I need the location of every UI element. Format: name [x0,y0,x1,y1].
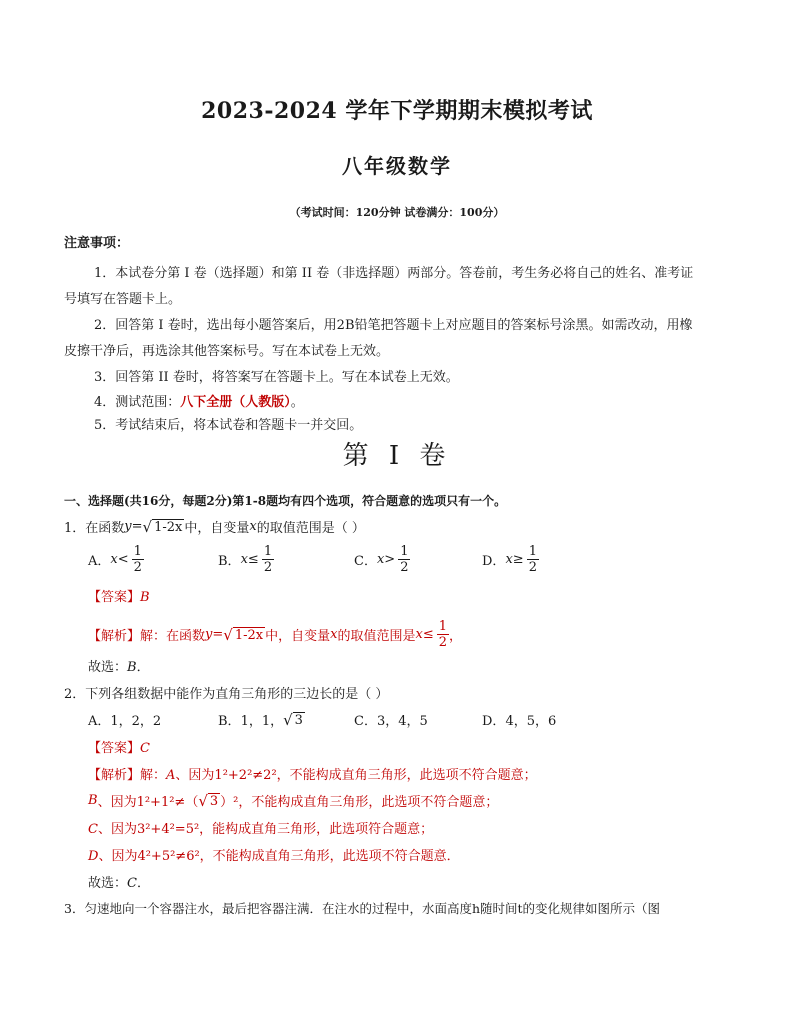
analysis-var-y: y [205,627,213,642]
analysis-prefix: 解：在函数 [140,629,206,644]
notice-item-2a: 2．回答第 I 卷时，选出每小题答案后，用2B铅笔把答题卡上对应题目的答案标号涂黑。如需改动，用橡 [94,318,693,333]
analysis-suffix: 的取值范围是 [337,629,416,644]
analysis-rel: ≤ [422,627,434,642]
q2-analysis-d [88,845,758,864]
conclusion-end: ． [136,876,150,891]
notice-item-5: 5．考试结束后，将本试卷和答题卡一并交回。 [94,418,363,433]
option-rel: < [117,552,129,567]
analysis-text: 、因为3²+4²=5²，能构成直角三角形，此选项符合题意； [97,822,434,837]
option-label: C． [354,714,377,729]
frac-num: 1 [438,619,448,634]
answer-value: B [140,590,150,605]
notice-item-4 [94,391,734,410]
q1-option-d [482,544,539,575]
frac-den: 2 [263,560,273,575]
option-ref: B [88,793,98,808]
analysis-sqrt [223,627,265,643]
q1-stem-suffix-b: 的取值范围是（ ） [256,521,365,536]
analysis-end: ， [449,629,463,644]
q3-stem: 3．匀速地向一个容器注水，最后把容器注满．在注水的过程中，水面高度h随时间t的变化规律如图所示（图 [64,901,661,916]
q2-option-c [354,710,428,729]
radicand: 3 [209,793,219,809]
answer-tag: 【答案】 [88,590,141,605]
analysis-fraction [437,619,449,650]
option-var: x [505,552,513,567]
notice-item-2b: 皮擦干净后，再选涂其他答案标号。写在本试卷上无效。 [64,344,390,359]
option-ref: C [88,822,98,837]
q1-option-a [88,544,144,575]
q1-stem-prefix: 1．在函数 [64,521,125,536]
frac-den: 2 [400,560,409,575]
option-label: D． [482,554,506,569]
q2-option-b-sqrt [283,712,305,728]
q1-analysis [88,619,758,650]
option-fraction [132,544,144,575]
conclusion-prefix: 故选： [88,660,128,675]
frac-num: 1 [133,544,142,559]
q1-radicand: 1-2x [154,519,183,535]
q2-conclusion [88,872,758,891]
option-label: C． [354,554,377,569]
conclusion-prefix: 故选： [88,876,128,891]
option-ref: D [88,849,99,864]
analysis-tag: 【解析】 [88,629,141,644]
conclusion-value: B [127,660,137,675]
sqrt-symbol-icon: √ [223,625,233,644]
notice-item-4-prefix: 4．测试范围： [94,395,181,410]
option-text: 1，2，2 [110,714,162,729]
q1-stem-suffix-a: 中，自变量 [184,521,250,536]
test-scope: 八下全册（人教版） [180,395,291,410]
option-rel: > [384,552,396,567]
section-title: 第 I 卷 [342,441,452,471]
q2-answer [88,737,758,756]
option-text: 4，5，6 [505,714,557,729]
analysis-text: 、因为4²+5²≠6²，不能构成直角三角形，此选项不符合题意． [98,849,460,864]
analysis-var-x: x [330,627,338,642]
q2-option-d [482,710,556,729]
option-text: 3，4，5 [376,714,428,729]
q2-option-b [218,710,305,729]
sqrt-symbol-icon: √ [283,710,293,729]
option-var: x [376,552,385,567]
page-subtitle: 八年级数学 [342,154,452,178]
analysis-text-pre: 、因为1²+1²≠（ [97,795,199,810]
q1-var-x: x [249,519,257,534]
option-rel: ≥ [512,552,524,567]
radicand: 3 [294,712,303,728]
analysis-radicand: 1-2x [234,627,264,643]
option-label: B． [218,554,241,569]
option-var: x [240,552,248,567]
option-ref: A [166,768,176,783]
q2-analysis-b [88,791,758,810]
q1-option-c [354,544,410,575]
analysis-text: 、因为1²+2²≠2²，不能构成直角三角形，此选项不符合题意； [175,768,537,783]
option-fraction [398,544,410,575]
conclusion-end: ． [136,660,150,675]
option-label: D． [482,714,506,729]
notice-item-4-suffix: 。 [290,395,304,410]
answer-tag: 【答案】 [88,741,141,756]
notice-heading: 注意事项： [64,236,130,251]
option-fraction [262,544,274,575]
part1-heading: 一、选择题(共16分，每题2分)第1-8题均有四个选项，符合题意的选项只有一个。 [64,494,507,508]
option-var: x [110,552,118,567]
answer-value: C [140,741,150,756]
frac-num: 1 [528,544,537,559]
sqrt-symbol-icon: √ [198,791,208,810]
analysis-prefix: 解： [140,768,167,783]
analysis-mid: 中，自变量 [265,629,331,644]
conclusion-value: C [127,876,137,891]
option-label: B． [218,714,241,729]
analysis-eq: = [212,627,224,642]
analysis-sqrt [198,793,220,809]
frac-den: 2 [528,560,537,575]
q2-analysis-a [88,764,758,783]
option-rel: ≤ [247,552,259,567]
frac-den: 2 [438,635,448,650]
q1-eq: = [131,519,143,534]
option-label: A． [88,554,111,569]
q1-sqrt [143,519,185,535]
frac-den: 2 [133,560,142,575]
q1-var-y: y [124,519,132,534]
q2-analysis-c [88,818,758,837]
analysis-tag: 【解析】 [88,768,141,783]
option-text: 1，1， [240,714,284,729]
option-fraction [527,544,539,575]
q1-option-b [218,544,274,575]
analysis-var-x2: x [415,627,423,642]
notice-item-1b: 号填写在答题卡上。 [64,292,182,307]
page-title: 2023-2024 学年下学期期末模拟考试 [201,98,593,124]
q1-conclusion [88,656,758,675]
sqrt-symbol-icon: √ [142,517,153,536]
frac-num: 1 [400,544,409,559]
analysis-text-post: ）²，不能构成直角三角形，此选项不符合题意； [220,795,499,810]
q2-option-a [88,710,161,729]
q1-stem [64,517,734,536]
notice-item-3: 3．回答第 II 卷时，将答案写在答题卡上。写在本试卷上无效。 [94,370,459,385]
exam-info: （考试时间：120分钟 试卷满分：100分） [289,206,505,219]
q2-stem: 2．下列各组数据中能作为直角三角形的三边长的是（ ） [64,687,389,702]
frac-num: 1 [263,544,273,559]
notice-item-1a: 1．本试卷分第 I 卷（选择题）和第 II 卷（非选择题）两部分。答卷前，考生务必将自己的姓名、准考证 [94,266,694,281]
q1-answer [88,586,758,605]
option-label: A． [88,714,111,729]
